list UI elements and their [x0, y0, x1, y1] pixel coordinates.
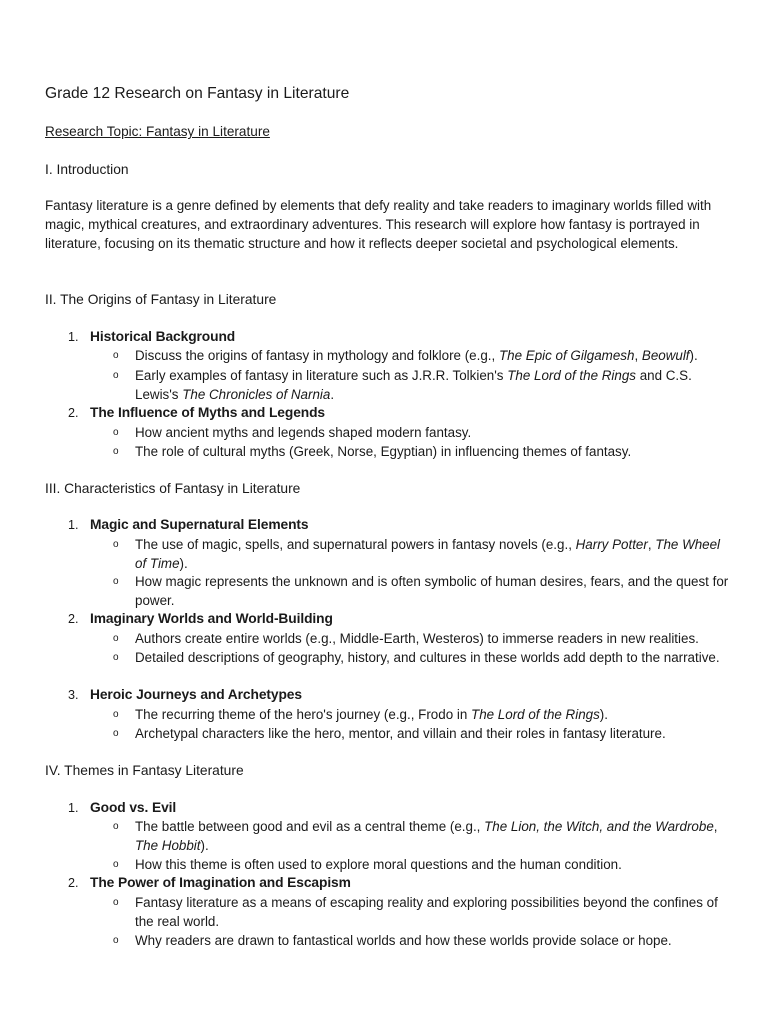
bullet-icon: o: [113, 935, 119, 946]
bullet-icon: o: [113, 446, 119, 457]
italic-title: The Lord of the Rings: [507, 368, 636, 383]
item-title: Good vs. Evil: [90, 800, 177, 815]
italic-title: The Hobbit: [135, 838, 201, 853]
italic-title: The Chronicles of Narnia: [182, 387, 331, 402]
item-title: Heroic Journeys and Archetypes: [90, 687, 302, 702]
bullet-icon: o: [113, 709, 119, 720]
italic-title: The Lord of the Rings: [471, 707, 600, 722]
bullet-icon: o: [113, 821, 119, 832]
document-title: Grade 12 Research on Fantasy in Literature: [45, 85, 350, 102]
bullet-item: The use of magic, spells, and supernatural powers in fantasy novels (e.g., Harry Potter, The Wheel of Time).: [135, 537, 721, 571]
bullet-item: Archetypal characters like the hero, mentor, and villain and their roles in fantasy literature.: [135, 726, 666, 741]
bullet-item: How magic represents the unknown and is often symbolic of human desires, fears, and the quest for power.: [135, 574, 729, 608]
research-topic: Research Topic: Fantasy in Literature: [45, 124, 270, 139]
bullet-item: How ancient myths and legends shaped modern fantasy.: [135, 425, 472, 440]
item-title: Historical Background: [90, 329, 236, 344]
italic-title: The Lion, the Witch, and the Wardrobe: [484, 819, 714, 834]
list-number: 1.: [68, 518, 79, 532]
bullet-icon: o: [113, 897, 119, 908]
bullet-item: The role of cultural myths (Greek, Norse, Egyptian) in influencing themes of fantasy.: [135, 444, 632, 459]
list-number: 2.: [68, 612, 79, 626]
italic-title: Beowulf: [641, 348, 690, 363]
bullet-item: Fantasy literature as a means of escaping reality and exploring possibilities beyond the confines of the real world.: [135, 895, 718, 929]
bullet-item: The battle between good and evil as a central theme (e.g., The Lion, the Witch, and the Wardrobe, The Hobbit).: [135, 819, 718, 853]
bullet-icon: o: [113, 633, 119, 644]
section-heading-characteristics: III. Characteristics of Fantasy in Literature: [45, 481, 301, 496]
item-title: The Power of Imagination and Escapism: [90, 875, 351, 890]
section-heading-introduction: I. Introduction: [45, 162, 129, 177]
bullet-icon: o: [113, 859, 119, 870]
list-number: 1.: [68, 330, 79, 344]
bullet-icon: o: [113, 652, 119, 663]
list-number: 2.: [68, 876, 79, 890]
item-title: The Influence of Myths and Legends: [90, 405, 326, 420]
bullet-item: Why readers are drawn to fantastical worlds and how these worlds provide solace or hope.: [135, 933, 672, 948]
bullet-item: Authors create entire worlds (e.g., Middle-Earth, Westeros) to immerse readers in new realities.: [135, 631, 699, 646]
italic-title: The Wheel of Time: [135, 537, 721, 571]
list-number: 2.: [68, 406, 79, 420]
bullet-icon: o: [113, 350, 119, 361]
item-title: Magic and Supernatural Elements: [90, 517, 309, 532]
bullet-item: How this theme is often used to explore moral questions and the human condition.: [135, 857, 622, 872]
list-number: 1.: [68, 801, 79, 815]
introduction-paragraph: Fantasy literature is a genre defined by elements that defy reality and take readers to imaginary worlds filled with magic, mythical creatures, and extraordinary adventures. This research will explore how fantasy is portrayed in literature, focusing on its thematic structure and how it reflects deeper societal and psychological elements.: [45, 198, 712, 251]
bullet-item: The recurring theme of the hero's journey (e.g., Frodo in The Lord of the Rings).: [135, 707, 608, 722]
italic-title: The Epic of Gilgamesh: [498, 348, 635, 363]
bullet-item: Detailed descriptions of geography, history, and cultures in these worlds add depth to the narrative.: [135, 650, 720, 665]
bullet-icon: o: [113, 427, 119, 438]
bullet-icon: o: [113, 539, 119, 550]
section-heading-origins: II. The Origins of Fantasy in Literature: [45, 292, 277, 307]
section-heading-themes: IV. Themes in Fantasy Literature: [45, 763, 244, 778]
list-number: 3.: [68, 688, 79, 702]
bullet-icon: o: [113, 728, 119, 739]
bullet-icon: o: [113, 576, 119, 587]
bullet-item: Early examples of fantasy in literature such as J.R.R. Tolkien's The Lord of the Rings and C.S. Lewis's The Chronicles of Narnia.: [135, 368, 692, 402]
italic-title: Harry Potter: [575, 537, 648, 552]
bullet-icon: o: [113, 370, 119, 381]
bullet-item: Discuss the origins of fantasy in mythology and folklore (e.g., The Epic of Gilgamesh, Beowulf).: [135, 348, 698, 363]
item-title: Imaginary Worlds and World-Building: [90, 611, 333, 626]
